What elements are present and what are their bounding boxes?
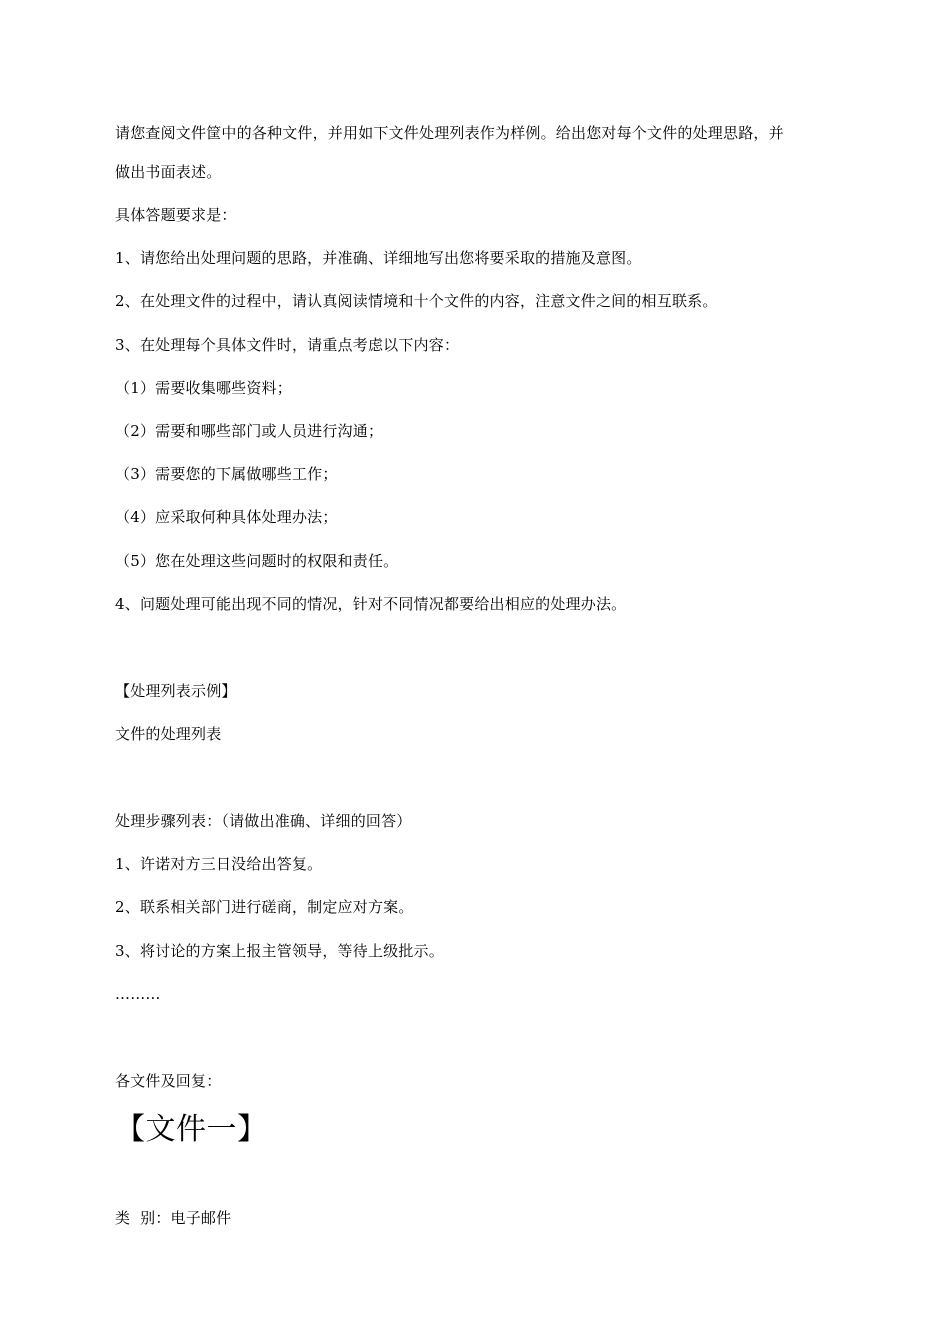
requirement-item-3: 3、在处理每个具体文件时，请重点考虑以下内容： xyxy=(115,336,460,354)
requirement-subitem-5: （5）您在处理这些问题时的权限和责任。 xyxy=(115,552,399,570)
requirement-subitem-2: （2）需要和哪些部门或人员进行沟通； xyxy=(115,422,384,440)
requirement-item-4: 4、问题处理可能出现不同的情况，针对不同情况都要给出相应的处理办法。 xyxy=(115,595,627,613)
intro-line-1: 请您查阅文件筐中的各种文件，并用如下文件处理列表作为样例。给出您对每个文件的处理思路，并 xyxy=(115,124,784,142)
step-item-2: 2、联系相关部门进行磋商，制定应对方案。 xyxy=(115,898,414,916)
requirement-subitem-4: （4）应采取何种具体处理办法； xyxy=(115,508,338,526)
requirement-subitem-3: （3）需要您的下属做哪些工作； xyxy=(115,465,338,483)
files-heading: 各文件及回复： xyxy=(115,1072,222,1090)
requirement-subitem-1: （1）需要收集哪些资料； xyxy=(115,379,292,397)
steps-ellipsis: ……… xyxy=(115,985,161,1003)
requirement-item-1: 1、请您给出处理问题的思路，并准确、详细地写出您将要采取的措施及意图。 xyxy=(115,249,642,267)
requirements-heading: 具体答题要求是： xyxy=(115,206,237,224)
step-item-1: 1、许诺对方三日没给出答复。 xyxy=(115,855,323,873)
step-item-3: 3、将讨论的方案上报主管领导，等待上级批示。 xyxy=(115,942,444,960)
file-1-title: 【文件一】 xyxy=(115,1112,268,1147)
requirement-item-2: 2、在处理文件的过程中，请认真阅读情境和十个文件的内容，注意文件之间的相互联系。 xyxy=(115,292,718,310)
example-heading: 【处理列表示例】 xyxy=(115,682,237,700)
intro-line-2: 做出书面表述。 xyxy=(115,163,222,181)
steps-heading: 处理步骤列表：（请做出准确、详细的回答） xyxy=(115,812,412,830)
file-1-category: 类 别：电子邮件 xyxy=(115,1209,232,1227)
example-subtitle: 文件的处理列表 xyxy=(115,725,222,743)
